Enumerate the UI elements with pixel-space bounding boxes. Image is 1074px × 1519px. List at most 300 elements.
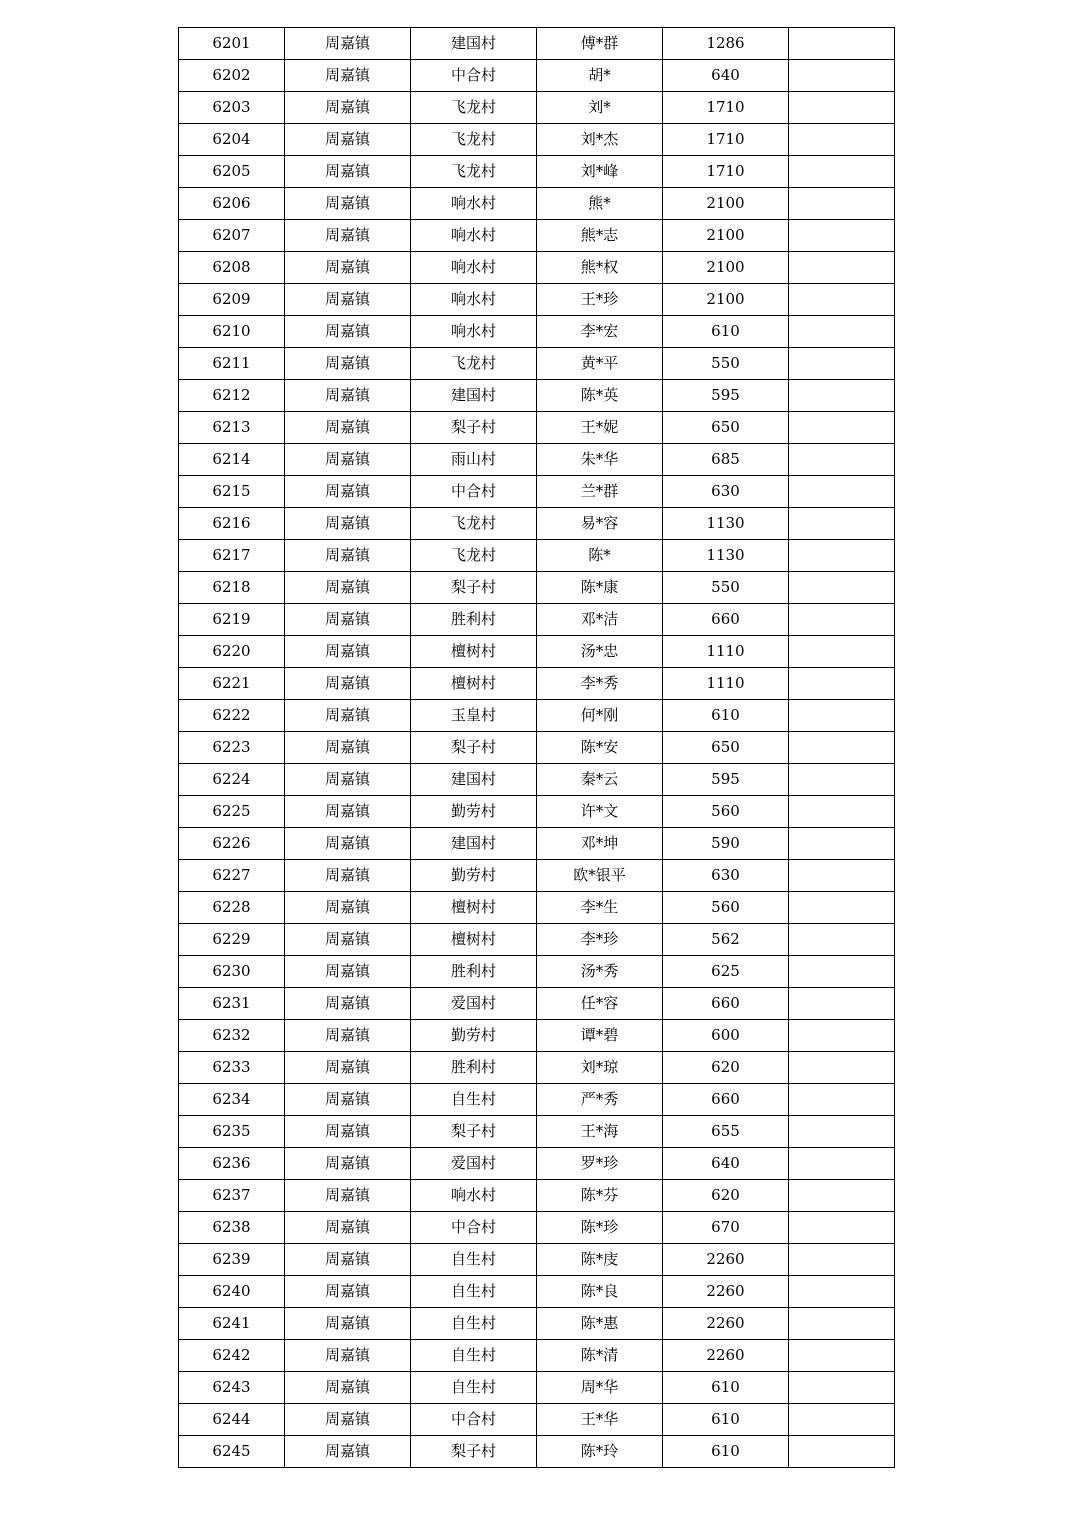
cell-amount: 610 (663, 316, 789, 348)
cell-number: 6214 (179, 444, 285, 476)
cell-town: 周嘉镇 (285, 540, 411, 572)
cell-village: 爱国村 (411, 988, 537, 1020)
cell-name: 刘*琼 (537, 1052, 663, 1084)
records-table (178, 27, 895, 1468)
cell-amount: 2260 (663, 1340, 789, 1372)
cell-name: 熊*权 (537, 252, 663, 284)
cell-village: 梨子村 (411, 1116, 537, 1148)
cell-town: 周嘉镇 (285, 1372, 411, 1404)
cell-town: 周嘉镇 (285, 1308, 411, 1340)
cell-town: 周嘉镇 (285, 316, 411, 348)
cell-village: 胜利村 (411, 1052, 537, 1084)
cell-number: 6206 (179, 188, 285, 220)
cell-town: 周嘉镇 (285, 604, 411, 636)
cell-remark (789, 1180, 895, 1212)
cell-number: 6232 (179, 1020, 285, 1052)
cell-amount: 640 (663, 60, 789, 92)
cell-remark (789, 892, 895, 924)
cell-number: 6242 (179, 1340, 285, 1372)
cell-remark (789, 572, 895, 604)
cell-village: 中合村 (411, 60, 537, 92)
cell-town: 周嘉镇 (285, 1276, 411, 1308)
cell-remark (789, 1340, 895, 1372)
cell-remark (789, 1276, 895, 1308)
cell-remark (789, 860, 895, 892)
cell-town: 周嘉镇 (285, 28, 411, 60)
cell-amount: 655 (663, 1116, 789, 1148)
cell-amount: 2260 (663, 1244, 789, 1276)
cell-number: 6221 (179, 668, 285, 700)
cell-amount: 2260 (663, 1308, 789, 1340)
cell-remark (789, 1084, 895, 1116)
cell-town: 周嘉镇 (285, 1340, 411, 1372)
cell-number: 6225 (179, 796, 285, 828)
cell-name: 陈* (537, 540, 663, 572)
cell-town: 周嘉镇 (285, 124, 411, 156)
cell-remark (789, 1436, 895, 1468)
cell-name: 何*刚 (537, 700, 663, 732)
table-row (179, 1116, 895, 1148)
table-row (179, 1372, 895, 1404)
cell-town: 周嘉镇 (285, 156, 411, 188)
cell-remark (789, 348, 895, 380)
cell-amount: 670 (663, 1212, 789, 1244)
cell-amount: 1110 (663, 668, 789, 700)
cell-number: 6229 (179, 924, 285, 956)
table-row (179, 380, 895, 412)
cell-name: 王*海 (537, 1116, 663, 1148)
cell-name: 刘* (537, 92, 663, 124)
cell-remark (789, 1308, 895, 1340)
cell-remark (789, 60, 895, 92)
table-row (179, 284, 895, 316)
cell-name: 刘*杰 (537, 124, 663, 156)
cell-amount: 2100 (663, 220, 789, 252)
cell-amount: 1710 (663, 92, 789, 124)
cell-town: 周嘉镇 (285, 412, 411, 444)
cell-village: 响水村 (411, 1180, 537, 1212)
cell-village: 梨子村 (411, 572, 537, 604)
cell-number: 6239 (179, 1244, 285, 1276)
cell-number: 6201 (179, 28, 285, 60)
cell-remark (789, 316, 895, 348)
table-row (179, 572, 895, 604)
cell-town: 周嘉镇 (285, 1052, 411, 1084)
cell-village: 响水村 (411, 284, 537, 316)
cell-village: 飞龙村 (411, 124, 537, 156)
cell-number: 6205 (179, 156, 285, 188)
table-row (179, 1020, 895, 1052)
table-row (179, 668, 895, 700)
cell-amount: 610 (663, 1436, 789, 1468)
cell-village: 自生村 (411, 1276, 537, 1308)
cell-number: 6203 (179, 92, 285, 124)
cell-remark (789, 1212, 895, 1244)
cell-village: 自生村 (411, 1340, 537, 1372)
cell-name: 易*容 (537, 508, 663, 540)
cell-remark (789, 380, 895, 412)
cell-amount: 595 (663, 380, 789, 412)
cell-name: 邓*坤 (537, 828, 663, 860)
cell-name: 傅*群 (537, 28, 663, 60)
cell-town: 周嘉镇 (285, 892, 411, 924)
cell-amount: 620 (663, 1052, 789, 1084)
cell-name: 兰*群 (537, 476, 663, 508)
cell-amount: 550 (663, 348, 789, 380)
cell-amount: 590 (663, 828, 789, 860)
cell-remark (789, 1116, 895, 1148)
cell-town: 周嘉镇 (285, 508, 411, 540)
cell-amount: 1710 (663, 124, 789, 156)
cell-amount: 660 (663, 1084, 789, 1116)
cell-name: 任*容 (537, 988, 663, 1020)
cell-remark (789, 956, 895, 988)
cell-remark (789, 412, 895, 444)
table-row (179, 220, 895, 252)
cell-village: 飞龙村 (411, 540, 537, 572)
table-row (179, 508, 895, 540)
cell-remark (789, 924, 895, 956)
cell-amount: 560 (663, 796, 789, 828)
cell-village: 自生村 (411, 1244, 537, 1276)
cell-amount: 640 (663, 1148, 789, 1180)
cell-village: 响水村 (411, 220, 537, 252)
cell-town: 周嘉镇 (285, 1084, 411, 1116)
table-row (179, 412, 895, 444)
cell-town: 周嘉镇 (285, 1020, 411, 1052)
cell-town: 周嘉镇 (285, 476, 411, 508)
cell-village: 勤劳村 (411, 860, 537, 892)
cell-name: 胡* (537, 60, 663, 92)
cell-amount: 1110 (663, 636, 789, 668)
cell-number: 6213 (179, 412, 285, 444)
cell-amount: 562 (663, 924, 789, 956)
cell-town: 周嘉镇 (285, 636, 411, 668)
table-row (179, 796, 895, 828)
cell-remark (789, 604, 895, 636)
cell-village: 胜利村 (411, 956, 537, 988)
cell-number: 6245 (179, 1436, 285, 1468)
cell-name: 朱*华 (537, 444, 663, 476)
cell-village: 飞龙村 (411, 156, 537, 188)
table-row (179, 124, 895, 156)
cell-amount: 595 (663, 764, 789, 796)
cell-amount: 550 (663, 572, 789, 604)
cell-name: 严*秀 (537, 1084, 663, 1116)
cell-amount: 625 (663, 956, 789, 988)
cell-village: 玉皇村 (411, 700, 537, 732)
cell-remark (789, 28, 895, 60)
table-row (179, 1212, 895, 1244)
cell-number: 6227 (179, 860, 285, 892)
cell-amount: 630 (663, 476, 789, 508)
table-row (179, 956, 895, 988)
table-row (179, 700, 895, 732)
cell-amount: 660 (663, 604, 789, 636)
cell-remark (789, 1052, 895, 1084)
cell-amount: 1286 (663, 28, 789, 60)
cell-remark (789, 188, 895, 220)
table-row (179, 1244, 895, 1276)
cell-amount: 650 (663, 412, 789, 444)
cell-village: 中合村 (411, 476, 537, 508)
cell-amount: 685 (663, 444, 789, 476)
cell-name: 罗*珍 (537, 1148, 663, 1180)
cell-village: 飞龙村 (411, 92, 537, 124)
cell-town: 周嘉镇 (285, 1180, 411, 1212)
cell-village: 建国村 (411, 28, 537, 60)
cell-amount: 610 (663, 1372, 789, 1404)
cell-remark (789, 508, 895, 540)
cell-amount: 620 (663, 1180, 789, 1212)
table-row (179, 476, 895, 508)
cell-remark (789, 1148, 895, 1180)
cell-village: 檀树村 (411, 892, 537, 924)
table-row (179, 1308, 895, 1340)
cell-name: 汤*秀 (537, 956, 663, 988)
cell-village: 檀树村 (411, 636, 537, 668)
cell-number: 6236 (179, 1148, 285, 1180)
cell-number: 6231 (179, 988, 285, 1020)
cell-town: 周嘉镇 (285, 988, 411, 1020)
cell-amount: 660 (663, 988, 789, 1020)
cell-number: 6215 (179, 476, 285, 508)
cell-name: 陈*玲 (537, 1436, 663, 1468)
cell-name: 陈*芬 (537, 1180, 663, 1212)
table-row (179, 92, 895, 124)
cell-number: 6223 (179, 732, 285, 764)
cell-remark (789, 796, 895, 828)
table-row (179, 348, 895, 380)
cell-town: 周嘉镇 (285, 188, 411, 220)
cell-village: 爱国村 (411, 1148, 537, 1180)
cell-amount: 2100 (663, 284, 789, 316)
cell-amount: 650 (663, 732, 789, 764)
table-row (179, 1052, 895, 1084)
cell-town: 周嘉镇 (285, 1212, 411, 1244)
table-row (179, 604, 895, 636)
cell-number: 6209 (179, 284, 285, 316)
table-row (179, 1404, 895, 1436)
cell-amount: 2100 (663, 188, 789, 220)
cell-number: 6240 (179, 1276, 285, 1308)
cell-name: 陈*英 (537, 380, 663, 412)
document-page (178, 27, 895, 1468)
cell-town: 周嘉镇 (285, 668, 411, 700)
cell-name: 陈*清 (537, 1340, 663, 1372)
cell-village: 自生村 (411, 1372, 537, 1404)
cell-village: 勤劳村 (411, 796, 537, 828)
table-row (179, 444, 895, 476)
cell-number: 6220 (179, 636, 285, 668)
table-row (179, 892, 895, 924)
table-row (179, 1180, 895, 1212)
cell-amount: 1130 (663, 540, 789, 572)
cell-number: 6224 (179, 764, 285, 796)
cell-amount: 610 (663, 700, 789, 732)
cell-amount: 2100 (663, 252, 789, 284)
cell-remark (789, 540, 895, 572)
cell-remark (789, 252, 895, 284)
cell-remark (789, 444, 895, 476)
table-row (179, 316, 895, 348)
cell-village: 梨子村 (411, 412, 537, 444)
cell-number: 6212 (179, 380, 285, 412)
table-row (179, 828, 895, 860)
cell-name: 王*珍 (537, 284, 663, 316)
cell-remark (789, 1404, 895, 1436)
cell-village: 响水村 (411, 252, 537, 284)
cell-name: 陈*珍 (537, 1212, 663, 1244)
cell-town: 周嘉镇 (285, 348, 411, 380)
cell-number: 6219 (179, 604, 285, 636)
cell-remark (789, 156, 895, 188)
cell-name: 陈*良 (537, 1276, 663, 1308)
cell-town: 周嘉镇 (285, 572, 411, 604)
cell-village: 飞龙村 (411, 348, 537, 380)
cell-village: 响水村 (411, 188, 537, 220)
cell-name: 李*珍 (537, 924, 663, 956)
cell-village: 建国村 (411, 380, 537, 412)
cell-remark (789, 732, 895, 764)
cell-town: 周嘉镇 (285, 60, 411, 92)
table-row (179, 1436, 895, 1468)
cell-remark (789, 764, 895, 796)
cell-remark (789, 284, 895, 316)
cell-name: 熊*志 (537, 220, 663, 252)
cell-town: 周嘉镇 (285, 796, 411, 828)
table-row (179, 636, 895, 668)
cell-remark (789, 636, 895, 668)
cell-village: 中合村 (411, 1404, 537, 1436)
cell-amount: 610 (663, 1404, 789, 1436)
records-table-body (179, 28, 895, 1468)
cell-village: 檀树村 (411, 924, 537, 956)
cell-name: 王*华 (537, 1404, 663, 1436)
cell-number: 6243 (179, 1372, 285, 1404)
cell-town: 周嘉镇 (285, 732, 411, 764)
cell-town: 周嘉镇 (285, 1404, 411, 1436)
cell-name: 欧*银平 (537, 860, 663, 892)
table-row (179, 1084, 895, 1116)
cell-village: 响水村 (411, 316, 537, 348)
table-row (179, 188, 895, 220)
cell-town: 周嘉镇 (285, 380, 411, 412)
cell-remark (789, 668, 895, 700)
cell-number: 6241 (179, 1308, 285, 1340)
cell-village: 建国村 (411, 764, 537, 796)
cell-number: 6244 (179, 1404, 285, 1436)
cell-town: 周嘉镇 (285, 956, 411, 988)
cell-name: 许*文 (537, 796, 663, 828)
cell-number: 6210 (179, 316, 285, 348)
cell-number: 6207 (179, 220, 285, 252)
cell-name: 李*宏 (537, 316, 663, 348)
cell-village: 勤劳村 (411, 1020, 537, 1052)
cell-number: 6228 (179, 892, 285, 924)
table-row (179, 60, 895, 92)
cell-remark (789, 1372, 895, 1404)
table-row (179, 540, 895, 572)
cell-town: 周嘉镇 (285, 284, 411, 316)
cell-village: 中合村 (411, 1212, 537, 1244)
cell-number: 6216 (179, 508, 285, 540)
cell-name: 李*生 (537, 892, 663, 924)
cell-town: 周嘉镇 (285, 1436, 411, 1468)
cell-number: 6237 (179, 1180, 285, 1212)
cell-number: 6217 (179, 540, 285, 572)
cell-town: 周嘉镇 (285, 1148, 411, 1180)
cell-town: 周嘉镇 (285, 252, 411, 284)
cell-number: 6234 (179, 1084, 285, 1116)
cell-amount: 600 (663, 1020, 789, 1052)
cell-village: 飞龙村 (411, 508, 537, 540)
table-row (179, 156, 895, 188)
table-row (179, 732, 895, 764)
cell-number: 6211 (179, 348, 285, 380)
cell-town: 周嘉镇 (285, 1116, 411, 1148)
cell-town: 周嘉镇 (285, 924, 411, 956)
cell-number: 6238 (179, 1212, 285, 1244)
cell-name: 陈*惠 (537, 1308, 663, 1340)
cell-amount: 630 (663, 860, 789, 892)
cell-name: 陈*康 (537, 572, 663, 604)
cell-town: 周嘉镇 (285, 828, 411, 860)
table-row (179, 252, 895, 284)
cell-amount: 2260 (663, 1276, 789, 1308)
cell-name: 汤*忠 (537, 636, 663, 668)
cell-name: 秦*云 (537, 764, 663, 796)
cell-village: 雨山村 (411, 444, 537, 476)
cell-town: 周嘉镇 (285, 92, 411, 124)
cell-number: 6218 (179, 572, 285, 604)
cell-number: 6233 (179, 1052, 285, 1084)
cell-village: 梨子村 (411, 732, 537, 764)
cell-remark (789, 220, 895, 252)
cell-name: 谭*碧 (537, 1020, 663, 1052)
cell-number: 6208 (179, 252, 285, 284)
cell-town: 周嘉镇 (285, 220, 411, 252)
cell-amount: 560 (663, 892, 789, 924)
cell-name: 陈*庋 (537, 1244, 663, 1276)
table-row (179, 1340, 895, 1372)
cell-town: 周嘉镇 (285, 860, 411, 892)
cell-town: 周嘉镇 (285, 444, 411, 476)
table-row (179, 924, 895, 956)
cell-amount: 1130 (663, 508, 789, 540)
table-row (179, 1148, 895, 1180)
cell-name: 李*秀 (537, 668, 663, 700)
cell-name: 邓*洁 (537, 604, 663, 636)
cell-remark (789, 92, 895, 124)
table-row (179, 764, 895, 796)
cell-remark (789, 828, 895, 860)
cell-village: 梨子村 (411, 1436, 537, 1468)
cell-number: 6235 (179, 1116, 285, 1148)
cell-name: 黄*平 (537, 348, 663, 380)
cell-remark (789, 1020, 895, 1052)
cell-number: 6226 (179, 828, 285, 860)
table-row (179, 988, 895, 1020)
cell-name: 陈*安 (537, 732, 663, 764)
cell-village: 自生村 (411, 1084, 537, 1116)
cell-remark (789, 124, 895, 156)
table-row (179, 860, 895, 892)
cell-village: 自生村 (411, 1308, 537, 1340)
cell-name: 刘*峰 (537, 156, 663, 188)
cell-remark (789, 988, 895, 1020)
cell-village: 檀树村 (411, 668, 537, 700)
